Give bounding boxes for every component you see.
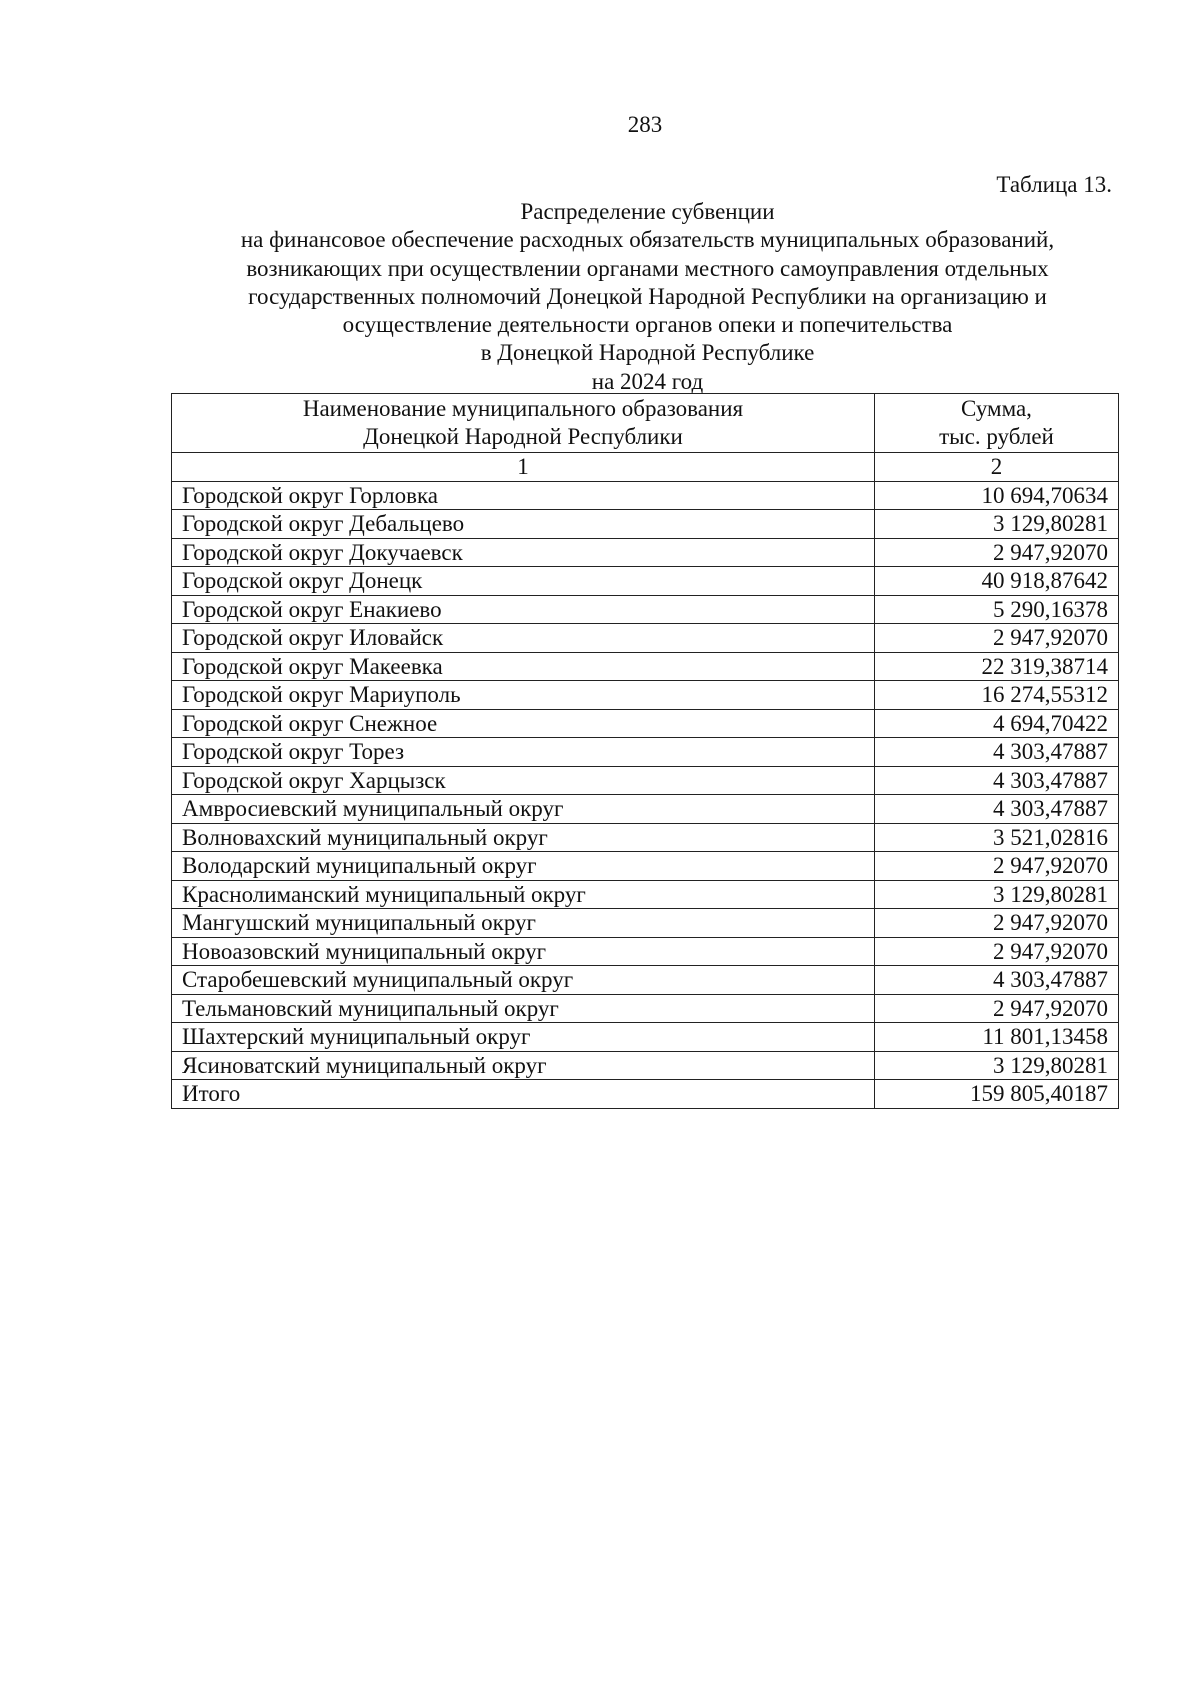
title-line: осуществление деятельности органов опеки и попечительства	[342, 312, 953, 338]
table-row	[172, 880, 1119, 909]
table-row	[172, 624, 1119, 653]
table-row	[172, 1023, 1119, 1052]
table-body	[172, 481, 1119, 1080]
subvention-sum: 4 303,47887	[875, 795, 1119, 824]
table-row	[172, 852, 1119, 881]
subvention-sum: 2 947,92070	[875, 852, 1119, 881]
header-name-column	[172, 394, 875, 453]
municipality-name: Амвросиевский муниципальный округ	[172, 795, 875, 824]
total-label: Итого	[172, 1080, 875, 1109]
title-line: на 2024 год	[591, 368, 704, 394]
municipality-name: Городской округ Мариуполь	[172, 681, 875, 710]
subvention-sum: 2 947,92070	[875, 994, 1119, 1023]
subvention-sum: 11 801,13458	[875, 1023, 1119, 1052]
header-name-line1: Наименование муниципального образования	[302, 396, 744, 421]
table-row	[172, 510, 1119, 539]
subvention-sum: 10 694,70634	[875, 481, 1119, 510]
subvention-sum: 3 521,02816	[875, 823, 1119, 852]
municipality-name: Городской округ Харцызск	[172, 766, 875, 795]
total-sum: 159 805,40187	[875, 1080, 1119, 1109]
title-line: возникающих при осуществлении органами местного самоуправления отдельных	[246, 255, 1049, 281]
subvention-sum: 3 129,80281	[875, 880, 1119, 909]
table-row	[172, 766, 1119, 795]
table-row	[172, 1051, 1119, 1080]
municipality-name: Тельмановский муниципальный округ	[172, 994, 875, 1023]
table-row	[172, 909, 1119, 938]
page-number: 283	[627, 112, 663, 137]
municipality-name: Волновахский муниципальный округ	[172, 823, 875, 852]
table-row	[172, 937, 1119, 966]
subvention-sum: 22 319,38714	[875, 652, 1119, 681]
municipality-name: Ясиноватский муниципальный округ	[172, 1051, 875, 1080]
municipality-name: Старобешевский муниципальный округ	[172, 966, 875, 995]
table-row	[172, 966, 1119, 995]
table-header-row	[172, 394, 1119, 453]
header-sum-column	[875, 394, 1119, 453]
total-row	[172, 1080, 1119, 1109]
header-sum-line1: Сумма,	[961, 396, 1032, 421]
municipality-name: Городской округ Торез	[172, 738, 875, 767]
subvention-sum: 2 947,92070	[875, 909, 1119, 938]
table-row	[172, 538, 1119, 567]
table-row	[172, 652, 1119, 681]
municipality-name: Краснолиманский муниципальный округ	[172, 880, 875, 909]
table-row	[172, 795, 1119, 824]
table-row	[172, 595, 1119, 624]
table-label: Таблица 13.	[996, 172, 1112, 197]
municipality-name: Мангушский муниципальный округ	[172, 909, 875, 938]
municipality-name: Городской округ Макеевка	[172, 652, 875, 681]
municipality-name: Городской округ Снежное	[172, 709, 875, 738]
subvention-sum: 5 290,16378	[875, 595, 1119, 624]
municipality-name: Городской округ Докучаевск	[172, 538, 875, 567]
municipality-name: Городской округ Донецк	[172, 567, 875, 596]
municipality-name: Городской округ Енакиево	[172, 595, 875, 624]
table-row	[172, 738, 1119, 767]
title-line: на финансовое обеспечение расходных обязательств муниципальных образований,	[240, 227, 1055, 253]
header-name-line2: Донецкой Народной Республики	[363, 424, 683, 449]
subvention-sum: 4 303,47887	[875, 966, 1119, 995]
table-row	[172, 567, 1119, 596]
subvention-sum: 2 947,92070	[875, 937, 1119, 966]
title-line: в Донецкой Народной Республике	[480, 340, 815, 366]
column-number: 2	[875, 453, 1119, 482]
table-row	[172, 681, 1119, 710]
column-number: 1	[172, 453, 875, 482]
municipality-name: Городской округ Иловайск	[172, 624, 875, 653]
document-title	[175, 198, 1120, 396]
table-row	[172, 709, 1119, 738]
subvention-sum: 2 947,92070	[875, 624, 1119, 653]
subvention-sum: 4 303,47887	[875, 766, 1119, 795]
municipality-name: Володарский муниципальный округ	[172, 852, 875, 881]
municipality-name: Городской округ Горловка	[172, 481, 875, 510]
municipality-name: Шахтерский муниципальный округ	[172, 1023, 875, 1052]
title-line: Распределение субвенции	[520, 199, 775, 224]
subvention-sum: 3 129,80281	[875, 1051, 1119, 1080]
subvention-sum: 2 947,92070	[875, 538, 1119, 567]
subvention-sum: 4 694,70422	[875, 709, 1119, 738]
title-line: государственных полномочий Донецкой Народной Республики на организацию и	[248, 283, 1047, 309]
subvention-sum: 4 303,47887	[875, 738, 1119, 767]
table-row	[172, 481, 1119, 510]
subvention-sum: 16 274,55312	[875, 681, 1119, 710]
subvention-sum: 3 129,80281	[875, 510, 1119, 539]
municipality-name: Городской округ Дебальцево	[172, 510, 875, 539]
table-row	[172, 823, 1119, 852]
municipality-name: Новоазовский муниципальный округ	[172, 937, 875, 966]
subvention-table	[171, 393, 1119, 1109]
column-number-row	[172, 453, 1119, 482]
subvention-sum: 40 918,87642	[875, 567, 1119, 596]
table-row	[172, 994, 1119, 1023]
header-sum-line2: тыс. рублей	[939, 424, 1054, 449]
